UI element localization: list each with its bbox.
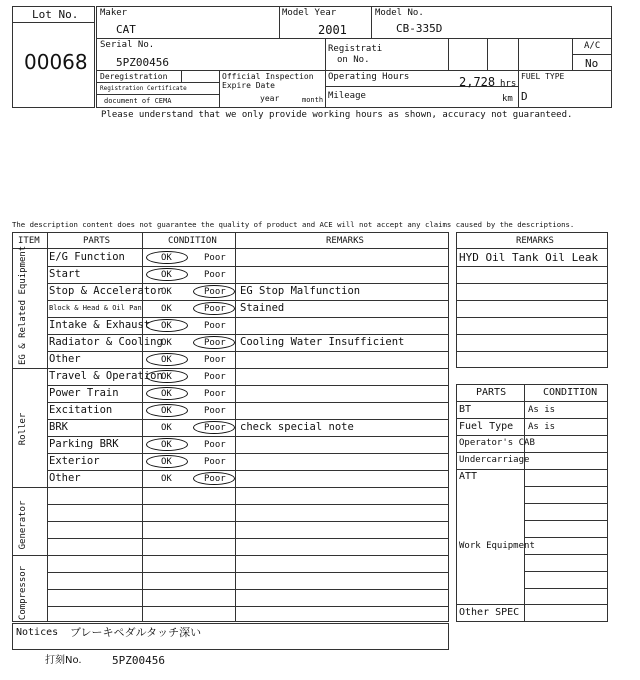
- ok-selected-circle: [146, 370, 188, 383]
- ok-option: OK: [161, 406, 172, 416]
- ok-option: OK: [161, 355, 172, 365]
- model-year-label: Model Year: [282, 8, 337, 18]
- ac-value: No: [585, 57, 599, 70]
- ok-selected-circle: [146, 251, 188, 264]
- part-label: Travel & Operation: [49, 370, 163, 382]
- poor-option: Poor: [204, 355, 226, 365]
- ac-label: A/C: [584, 41, 601, 51]
- model-no-label: Model No.: [375, 8, 424, 18]
- side-bt-label: BT: [459, 404, 472, 415]
- group-compressor: Compressor: [18, 565, 28, 621]
- part-label: Exterior: [49, 455, 100, 467]
- side-bt-value: As is: [528, 405, 556, 415]
- poor-selected-circle: [193, 421, 235, 434]
- lot-label: Lot No.: [32, 8, 79, 21]
- poor-selected-circle: [193, 285, 235, 298]
- ok-option: OK: [161, 389, 172, 399]
- part-label: Other: [49, 353, 81, 365]
- ok-option: OK: [161, 474, 172, 484]
- cema-label: document of CEMA: [104, 97, 172, 105]
- part-label: Start: [49, 268, 81, 280]
- poor-selected-circle: [193, 336, 235, 349]
- serial-label: Serial No.: [100, 40, 155, 50]
- part-label: Block & Head & Oil Pan: [49, 304, 142, 312]
- ok-option: OK: [161, 372, 172, 382]
- notices-value: ブレーキペダルタッチ深い: [70, 626, 202, 639]
- ok-option: OK: [161, 338, 172, 348]
- poor-option: Poor: [204, 372, 226, 382]
- side-att-label: ATT: [459, 471, 478, 482]
- ok-selected-circle: [146, 319, 188, 332]
- stamp-value: 5PZ00456: [112, 654, 165, 667]
- poor-option: Poor: [204, 423, 226, 433]
- side-parts-header: PARTS: [476, 387, 507, 398]
- remark-text: check special note: [240, 421, 354, 433]
- part-label: Intake & Exhaust: [49, 319, 151, 331]
- side-fuel-label: Fuel Type: [459, 421, 514, 432]
- part-label: Radiator & Cooling: [49, 336, 163, 348]
- poor-option: Poor: [204, 389, 226, 399]
- poor-option: Poor: [204, 440, 226, 450]
- remark-text: Cooling Water Insufficient: [240, 336, 405, 348]
- part-label: Power Train: [49, 387, 119, 399]
- ok-selected-circle: [146, 438, 188, 451]
- ok-option: OK: [161, 304, 172, 314]
- registration-label-2: on No.: [337, 55, 370, 65]
- poor-selected-circle: [193, 472, 235, 485]
- poor-option: Poor: [204, 321, 226, 331]
- hrs-unit: hrs: [500, 79, 517, 89]
- poor-option: Poor: [204, 406, 226, 416]
- remark-text: Stained: [240, 302, 285, 314]
- ok-option: OK: [161, 253, 172, 263]
- ok-option: OK: [161, 457, 172, 467]
- poor-option: Poor: [204, 287, 226, 297]
- part-label: Parking BRK: [49, 438, 119, 450]
- side-remarks-header: REMARKS: [516, 236, 554, 246]
- part-label: E/G Function: [49, 251, 125, 263]
- registration-label-1: Registrati: [328, 44, 383, 54]
- poor-option: Poor: [204, 474, 226, 484]
- side-remarks-first: HYD Oil Tank Oil Leak: [459, 251, 599, 264]
- ok-selected-circle: [146, 387, 188, 400]
- group-roller: Roller: [18, 412, 28, 446]
- group-eg-related: EG & Related Equipment: [18, 245, 28, 365]
- maker-value: CAT: [116, 23, 136, 36]
- ok-selected-circle: [146, 455, 188, 468]
- lot-number: 00068: [24, 50, 88, 74]
- poor-option: Poor: [204, 253, 226, 263]
- deregistration-label: Deregistration: [100, 72, 168, 81]
- side-cab-label: Operator's CAB: [459, 438, 535, 448]
- side-other-label: Other SPEC: [459, 607, 520, 618]
- serial-value: 5PZ00456: [116, 56, 169, 69]
- ok-selected-circle: [146, 268, 188, 281]
- poor-selected-circle: [193, 302, 235, 315]
- part-label: BRK: [49, 421, 68, 433]
- header-item: ITEM: [18, 236, 40, 246]
- poor-option: Poor: [204, 304, 226, 314]
- disclaimer: The description content does not guarantee the quality of product and ACE will not accept any claims caused by the descriptions.: [12, 220, 575, 229]
- side-work-label: Work Equipment: [459, 541, 535, 551]
- fuel-type-value: D: [521, 90, 528, 103]
- ok-option: OK: [161, 423, 172, 433]
- poor-option: Poor: [204, 457, 226, 467]
- registration-cert-label: Registration Certificate: [100, 85, 187, 92]
- model-year-value: 2001: [318, 23, 347, 37]
- side-undercarriage-label: Undercarriage: [459, 455, 530, 465]
- inspection-label-2: Expire Date: [222, 81, 275, 90]
- notices-label: Notices: [16, 627, 59, 638]
- ok-selected-circle: [146, 353, 188, 366]
- ok-option: OK: [161, 321, 172, 331]
- header-condition: CONDITION: [168, 236, 217, 246]
- model-no-value: CB-335D: [396, 22, 443, 35]
- part-label: Excitation: [49, 404, 113, 416]
- part-label: Other: [49, 472, 81, 484]
- ok-option: OK: [161, 270, 172, 280]
- side-condition-header: CONDITION: [543, 387, 598, 398]
- year-label: year: [260, 94, 280, 103]
- header-remarks: REMARKS: [326, 236, 364, 246]
- ok-selected-circle: [146, 404, 188, 417]
- accuracy-notice: Please understand that we only provide working hours as shown, accuracy not guaranteed.: [101, 110, 573, 120]
- maker-label: Maker: [100, 8, 128, 18]
- ok-option: OK: [161, 440, 172, 450]
- group-generator: Generator: [18, 500, 28, 550]
- remark-text: EG Stop Malfunction: [240, 285, 361, 297]
- operating-hours-value: 2,728: [459, 75, 496, 89]
- ok-option: OK: [161, 287, 172, 297]
- inspection-label-1: Official Inspection: [222, 72, 314, 81]
- header-parts: PARTS: [83, 236, 111, 246]
- stamp-label: 打刻No.: [45, 655, 82, 666]
- operating-hours-label: Operating Hours: [328, 72, 410, 82]
- mileage-label: Mileage: [328, 91, 366, 101]
- poor-option: Poor: [204, 338, 226, 348]
- km-unit: km: [502, 94, 513, 104]
- poor-option: Poor: [204, 270, 226, 280]
- fuel-type-label: FUEL TYPE: [521, 72, 565, 81]
- month-label: month: [302, 96, 324, 104]
- part-label: Stop & Accelerator: [49, 285, 163, 297]
- side-fuel-value: As is: [528, 422, 556, 432]
